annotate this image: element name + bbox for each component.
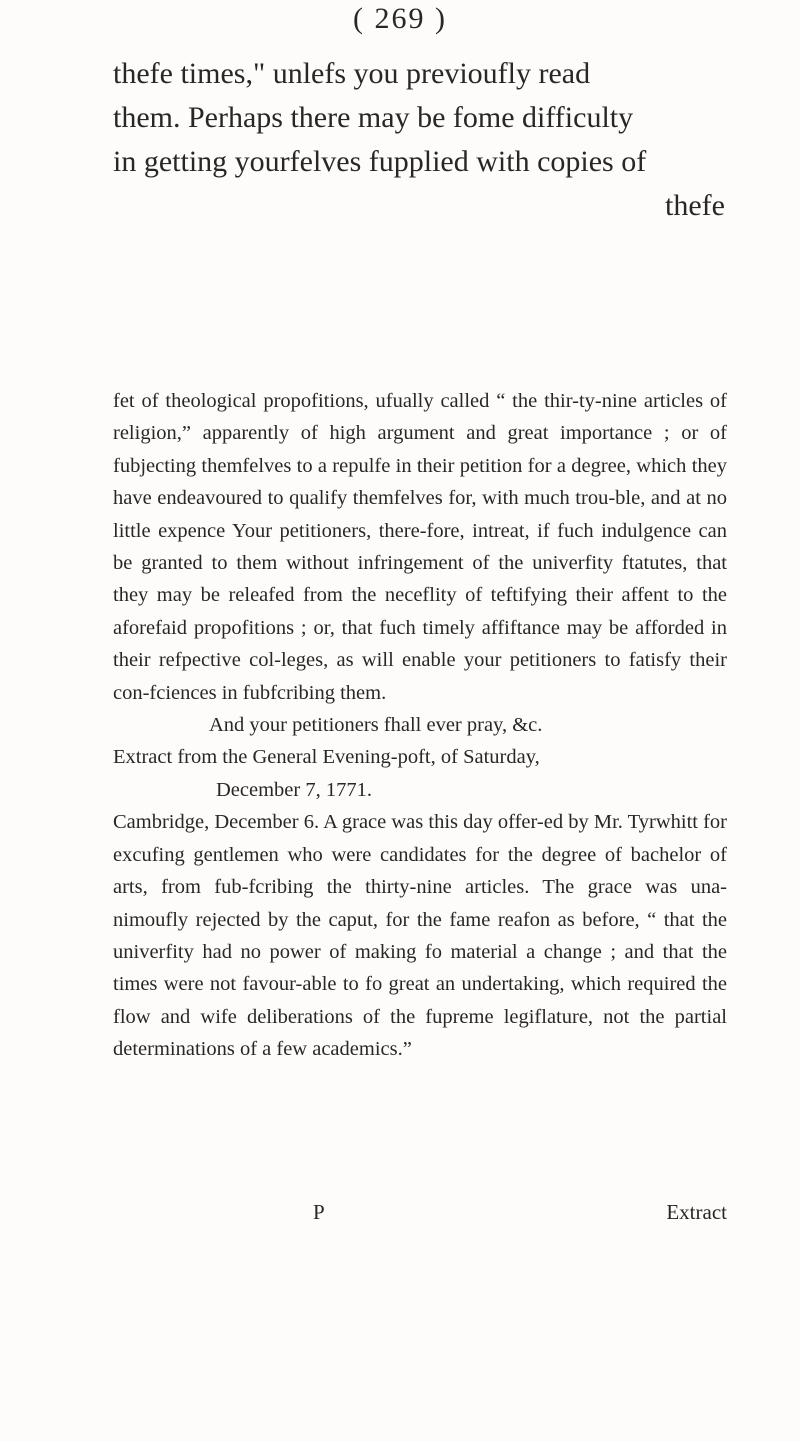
top-catchword: thefe xyxy=(665,189,725,222)
large-type-block xyxy=(113,52,725,228)
closing-line: And your petitioners fhall ever pray, &c. xyxy=(209,714,543,737)
page-number: ( 269 ) xyxy=(353,2,447,35)
cambridge-paragraph: Cambridge, December 6. A grace was this day offer-ed by Mr. Tyrwhitt for excufing gentlemen who were candidates for the degree of bachelor of arts, from fub-fcribing the thirty-nine articles. The grace was una-nimoufly rejected by the caput, for the fame reafon as before, “ that the univerfity had no power of making fo material a change ; and that the times were not favour-able to fo great an undertaking, which required the flow and wife deliberations of the fupreme legiflature, not the partial determinations of a few academics.” xyxy=(113,811,727,1061)
top-line-3: in getting yourfelves fupplied with copies of xyxy=(113,145,647,178)
petition-paragraph: fet of theological propofitions, ufually called “ the thir-ty-nine articles of religion,” apparently of high argument and great importance ; or of fubjecting themfelves to a repulfe in their petition for a degree, which they have endeavoured to qualify themfelves for, with much trou-ble, and at no little expence Your petitioners, there-fore, intreat, if fuch indulgence can be granted to them without infringement of the univerfity ftatutes, that they may be releafed from the neceflity of teftifying their affent to the aforefaid propofitions ; or, that fuch timely affiftance may be afforded in their refpective col-leges, as will enable your petitioners to fatisfy their con-fciences in fubfcribing them. xyxy=(113,390,727,704)
extract-heading-line-1: Extract from the General Evening-poft, of Saturday, xyxy=(113,746,540,769)
top-line-2: them. Perhaps there may be fome difficulty xyxy=(113,101,634,134)
body-text xyxy=(113,385,727,1066)
signature-mark: P xyxy=(313,1200,325,1224)
page-footer xyxy=(113,1200,727,1232)
top-line-1: thefe times," unlefs you previoufly read xyxy=(113,57,591,90)
bottom-catchword: Extract xyxy=(666,1200,727,1224)
extract-heading xyxy=(113,741,727,806)
extract-heading-line-2: December 7, 1771. xyxy=(216,778,372,801)
